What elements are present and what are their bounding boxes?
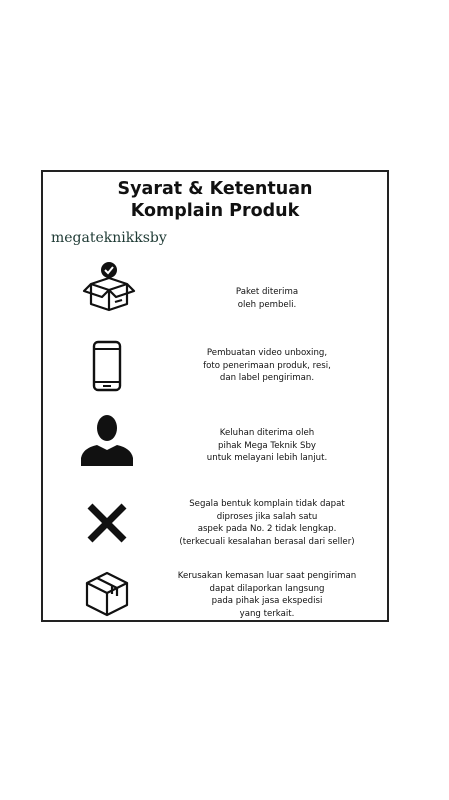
item-2-line: foto penerimaan produk, resi, — [203, 360, 331, 371]
item-5-line: yang terkait. — [239, 608, 295, 619]
brand-watermark: megateknikksby — [51, 230, 167, 246]
item-5-line: dapat dilaporkan langsung — [209, 583, 325, 594]
box-icon — [83, 569, 131, 617]
card-title — [43, 178, 387, 222]
smartphone-icon — [91, 340, 123, 394]
item-4-line: aspek pada No. 2 tidak lengkap. — [197, 524, 337, 535]
terms-card — [41, 170, 389, 622]
item-1-line: Paket diterima — [235, 287, 299, 297]
item-5-line: pada pihak jasa ekspedisi — [211, 596, 323, 607]
item-3-line: pihak Mega Teknik Sby — [217, 440, 316, 451]
item-text-1 — [155, 286, 379, 311]
item-4-line: (terkecuali kesalahan berasal dari seller) — [179, 536, 355, 547]
item-2-line: dan label pengiriman. — [219, 373, 315, 384]
item-text-3 — [155, 427, 379, 465]
item-text-5 — [155, 570, 379, 620]
person-icon — [79, 414, 135, 466]
item-4-line: diproses jika salah satu — [216, 511, 318, 522]
package-check-icon — [81, 260, 137, 314]
cross-icon — [85, 502, 129, 544]
item-1-line: oleh pembeli. — [237, 299, 297, 310]
item-2-line: Pembuatan video unboxing, — [206, 348, 328, 358]
item-3-line: untuk melayani lebih lanjut. — [206, 453, 328, 464]
item-text-4 — [155, 498, 379, 548]
item-5-line: Kerusakan kemasan luar saat pengiriman — [177, 571, 357, 581]
title-line-1: Syarat & Ketentuan — [117, 179, 313, 199]
item-text-2 — [155, 347, 379, 385]
item-4-line: Segala bentuk komplain tidak dapat — [189, 499, 345, 509]
title-line-2: Komplain Produk — [130, 201, 300, 221]
item-3-line: Keluhan diterima oleh — [219, 428, 315, 438]
